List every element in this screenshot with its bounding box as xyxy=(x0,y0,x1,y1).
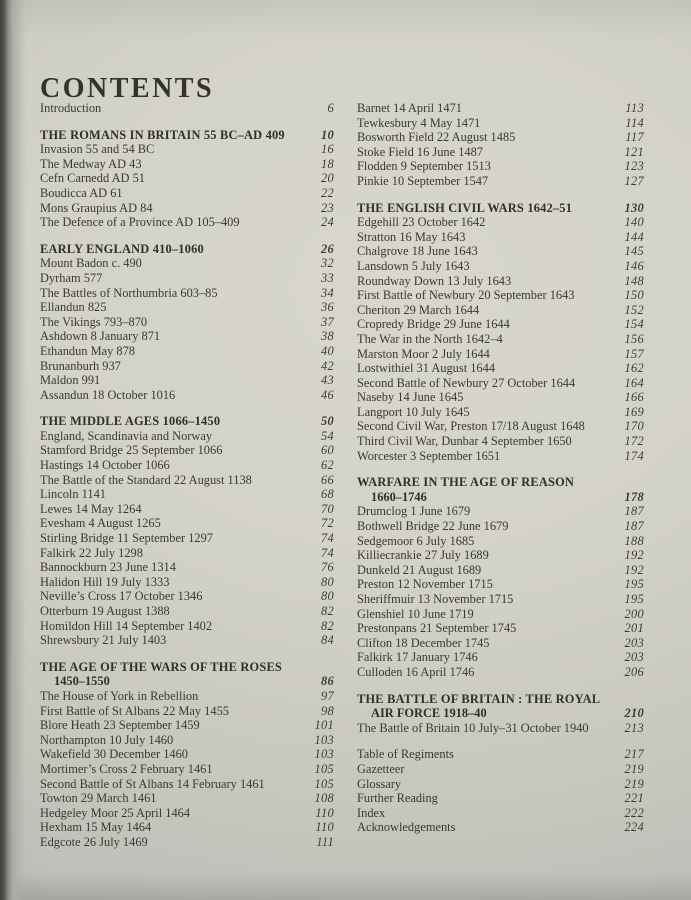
toc-entry xyxy=(40,458,334,473)
toc-entry-title: Further Reading xyxy=(357,791,438,806)
toc-entry-page-number: 22 xyxy=(321,185,334,200)
toc-entry-title: EARLY ENGLAND 410–1060 xyxy=(40,241,204,256)
toc-entry-page-number: 46 xyxy=(321,387,334,402)
toc-entry xyxy=(40,689,334,704)
page-title: CONTENTS xyxy=(40,72,215,104)
toc-entry-title: Mons Graupius AD 84 xyxy=(40,200,153,215)
toc-entry-title: Halidon Hill 19 July 1333 xyxy=(40,574,170,589)
toc-entry xyxy=(357,101,644,116)
toc-entry-page-number: 20 xyxy=(321,171,334,186)
toc-entry xyxy=(40,633,334,648)
toc-entry-title: Lostwithiel 31 August 1644 xyxy=(357,361,496,376)
toc-section-heading xyxy=(40,128,334,143)
toc-entry xyxy=(357,806,644,821)
toc-entry-page-number: 110 xyxy=(315,805,334,820)
toc-entry xyxy=(40,344,334,359)
toc-entry-title: The Defence of a Province AD 105–409 xyxy=(40,215,240,230)
toc-entry-title: The House of York in Rebellion xyxy=(40,688,199,703)
toc-entry-page-number: 113 xyxy=(625,101,644,115)
toc-entry-page-number: 23 xyxy=(321,200,334,215)
toc-entry-title: Dunkeld 21 August 1689 xyxy=(357,562,482,577)
toc-entry-title: Marston Moor 2 July 1644 xyxy=(357,346,490,361)
toc-entry-title: Second Civil War, Preston 17/18 August 1648 xyxy=(357,419,585,434)
toc-entry xyxy=(357,303,644,318)
toc-entry-title: England, Scandinavia and Norway xyxy=(40,428,213,443)
toc-entry xyxy=(40,733,334,748)
toc-entry-title: The Vikings 793–870 xyxy=(40,314,148,329)
toc-entry-title: The War in the North 1642–4 xyxy=(357,331,503,346)
toc-entry-title: Falkirk 17 January 1746 xyxy=(357,650,478,665)
toc-entry-page-number: 164 xyxy=(624,375,644,390)
toc-entry-title: Invasion 55 and 54 BC xyxy=(40,142,155,157)
toc-entry-title: Acknowledgements xyxy=(357,820,456,835)
toc-entry-title: Langport 10 July 1645 xyxy=(357,404,470,419)
toc-entry xyxy=(40,575,334,590)
toc-entry-title: Ashdown 8 January 871 xyxy=(40,329,161,344)
toc-entry xyxy=(357,288,644,303)
toc-entry-page-number: 123 xyxy=(624,159,644,174)
toc-entry-page-number: 169 xyxy=(624,404,644,419)
toc-entry xyxy=(40,747,334,762)
toc-entry xyxy=(357,215,644,230)
toc-entry xyxy=(357,534,644,549)
toc-entry-title: THE BATTLE OF BRITAIN : THE ROYAL xyxy=(357,691,601,706)
toc-section-heading-continuation xyxy=(357,706,644,721)
toc-entry xyxy=(357,259,644,274)
toc-section-heading xyxy=(357,201,644,216)
toc-entry-page-number: 16 xyxy=(321,142,334,157)
toc-entry xyxy=(357,449,644,464)
toc-entry-page-number: 222 xyxy=(624,805,644,820)
toc-entry xyxy=(40,560,334,575)
toc-entry-title: Shrewsbury 21 July 1403 xyxy=(40,633,167,648)
toc-entry-page-number: 166 xyxy=(624,390,644,405)
toc-entry xyxy=(40,388,334,403)
toc-entry-title: Stoke Field 16 June 1487 xyxy=(357,144,483,159)
toc-entry-title: Boudicca AD 61 xyxy=(40,185,123,200)
toc-entry-page-number: 108 xyxy=(314,791,334,806)
toc-entry-page-number: 150 xyxy=(624,288,644,303)
toc-entry-page-number: 174 xyxy=(624,448,644,463)
toc-entry xyxy=(40,171,334,186)
toc-entry-page-number: 192 xyxy=(624,562,644,577)
toc-entry xyxy=(40,531,334,546)
toc-entry-title: Bothwell Bridge 22 June 1679 xyxy=(357,519,509,534)
toc-entry-title: Sheriffmuir 13 November 1715 xyxy=(357,592,514,606)
toc-entry xyxy=(40,516,334,531)
toc-entry xyxy=(357,820,644,835)
toc-entry-title: Edgehill 23 October 1642 xyxy=(357,215,486,230)
toc-entry xyxy=(40,589,334,604)
toc-entry-page-number: 103 xyxy=(314,732,334,747)
toc-section-heading xyxy=(357,475,644,490)
toc-entry-page-number: 32 xyxy=(321,256,334,271)
toc-entry xyxy=(40,502,334,517)
toc-entry-title: Cropredy Bridge 29 June 1644 xyxy=(357,317,510,332)
toc-entry-page-number: 80 xyxy=(321,574,334,589)
toc-entry xyxy=(357,747,644,762)
toc-entry-title: Glenshiel 10 June 1719 xyxy=(357,606,474,621)
toc-entry-page-number: 34 xyxy=(321,285,334,300)
toc-entry-page-number: 195 xyxy=(624,577,644,592)
toc-entry xyxy=(40,300,334,315)
toc-entry-page-number: 210 xyxy=(624,706,644,721)
toc-entry-page-number: 203 xyxy=(624,635,644,650)
toc-entry-page-number: 145 xyxy=(624,244,644,259)
toc-entry-title: The Battle of Britain 10 July–31 October 1940 xyxy=(357,720,589,735)
page-bottom-shading xyxy=(0,872,691,900)
toc-gap xyxy=(40,648,334,660)
toc-entry-page-number: 172 xyxy=(624,434,644,449)
toc-entry-title: Blore Heath 23 September 1459 xyxy=(40,718,200,733)
toc-entry-title: Table of Regiments xyxy=(357,747,454,762)
toc-entry xyxy=(357,665,644,680)
toc-entry-title: Hastings 14 October 1066 xyxy=(40,458,170,473)
toc-entry-page-number: 148 xyxy=(624,273,644,288)
toc-entry xyxy=(40,546,334,561)
toc-entry xyxy=(357,159,644,174)
toc-entry xyxy=(40,762,334,777)
toc-entry xyxy=(40,286,334,301)
toc-entry-title: Hedgeley Moor 25 April 1464 xyxy=(40,805,191,820)
toc-gap xyxy=(40,116,334,128)
toc-entry-title: Barnet 14 April 1471 xyxy=(357,101,462,115)
toc-entry xyxy=(357,419,644,434)
toc-entry-title: Second Battle of St Albans 14 February 1461 xyxy=(40,776,265,791)
toc-entry-title: Naseby 14 June 1645 xyxy=(357,390,464,405)
toc-entry-page-number: 157 xyxy=(624,346,644,361)
toc-entry-title: Cheriton 29 March 1644 xyxy=(357,302,480,317)
toc-entry xyxy=(357,592,644,607)
toc-entry-page-number: 101 xyxy=(314,718,334,733)
toc-entry-title: Ethandun May 878 xyxy=(40,343,135,358)
toc-entry-title: Stirling Bridge 11 September 1297 xyxy=(40,531,213,546)
toc-entry-page-number: 130 xyxy=(624,200,644,215)
toc-entry-title: Introduction xyxy=(40,101,102,115)
toc-entry-page-number: 37 xyxy=(321,314,334,329)
toc-entry xyxy=(357,145,644,160)
toc-entry xyxy=(357,721,644,736)
toc-entry-title: THE AGE OF THE WARS OF THE ROSES xyxy=(40,659,283,674)
toc-entry xyxy=(40,329,334,344)
toc-entry-page-number: 178 xyxy=(624,489,644,504)
toc-entry xyxy=(40,201,334,216)
toc-entry-title: The Battle of the Standard 22 August 1138 xyxy=(40,472,252,487)
toc-entry-page-number: 70 xyxy=(321,501,334,516)
toc-entry-page-number: 38 xyxy=(321,329,334,344)
toc-section-heading xyxy=(40,414,334,429)
toc-entry-title: AIR FORCE 1918–40 xyxy=(371,706,487,721)
toc-gap xyxy=(357,735,644,747)
toc-entry-page-number: 84 xyxy=(321,633,334,648)
toc-entry xyxy=(40,215,334,230)
toc-entry xyxy=(357,116,644,131)
toc-entry-page-number: 66 xyxy=(321,472,334,487)
toc-entry-title: THE ROMANS IN BRITAIN 55 BC–AD 409 xyxy=(40,127,285,142)
toc-entry xyxy=(357,390,644,405)
toc-entry-page-number: 200 xyxy=(624,606,644,621)
toc-entry-page-number: 114 xyxy=(625,115,644,130)
toc-entry xyxy=(40,271,334,286)
toc-entry-page-number: 26 xyxy=(321,241,334,256)
toc-entry-title: Otterburn 19 August 1388 xyxy=(40,604,170,618)
toc-entry-title: Roundway Down 13 July 1643 xyxy=(357,273,512,288)
toc-entry-page-number: 217 xyxy=(624,747,644,762)
toc-entry xyxy=(357,791,644,806)
toc-entry-page-number: 213 xyxy=(624,720,644,735)
toc-entry-page-number: 146 xyxy=(624,258,644,273)
toc-entry xyxy=(357,434,644,449)
toc-entry-page-number: 6 xyxy=(327,101,334,115)
toc-entry xyxy=(357,504,644,519)
toc-entry-page-number: 72 xyxy=(321,516,334,531)
toc-entry-page-number: 50 xyxy=(321,414,334,429)
toc-entry-title: Mount Badon c. 490 xyxy=(40,256,142,271)
toc-entry-title: Dyrham 577 xyxy=(40,270,103,285)
toc-section-heading xyxy=(40,660,334,675)
toc-entry-title: Glossary xyxy=(357,776,402,791)
toc-entry xyxy=(357,244,644,259)
toc-entry-page-number: 111 xyxy=(316,834,334,849)
toc-entry xyxy=(357,636,644,651)
toc-entry-title: Edgcote 26 July 1469 xyxy=(40,834,148,849)
toc-entry-page-number: 144 xyxy=(624,229,644,244)
toc-entry-title: Sedgemoor 6 July 1685 xyxy=(357,533,475,548)
toc-entry-page-number: 127 xyxy=(624,173,644,188)
toc-entry xyxy=(357,577,644,592)
toc-entry-page-number: 74 xyxy=(321,545,334,560)
toc-gap xyxy=(40,402,334,414)
toc-entry-title: Chalgrove 18 June 1643 xyxy=(357,244,478,259)
toc-entry-page-number: 140 xyxy=(624,215,644,230)
toc-entry-page-number: 201 xyxy=(624,621,644,636)
toc-entry-page-number: 152 xyxy=(624,302,644,317)
toc-entry-page-number: 42 xyxy=(321,358,334,373)
toc-entry-title: Falkirk 22 July 1298 xyxy=(40,545,143,560)
toc-entry xyxy=(40,473,334,488)
toc-entry xyxy=(40,315,334,330)
toc-entry-title: 1450–1550 xyxy=(54,674,110,689)
toc-entry-title: Drumclog 1 June 1679 xyxy=(357,504,471,519)
toc-entry xyxy=(40,806,334,821)
toc-entry-page-number: 68 xyxy=(321,487,334,502)
toc-entry-page-number: 110 xyxy=(315,820,334,835)
toc-entry-page-number: 36 xyxy=(321,300,334,315)
toc-entry-page-number: 206 xyxy=(624,664,644,679)
toc-entry xyxy=(40,101,334,116)
toc-entry-page-number: 105 xyxy=(314,776,334,791)
toc-entry xyxy=(357,405,644,420)
toc-entry-title: Evesham 4 August 1265 xyxy=(40,516,161,531)
toc-entry-title: Ellandun 825 xyxy=(40,300,107,315)
toc-entry xyxy=(357,361,644,376)
page-top-shading xyxy=(0,0,691,40)
toc-entry-title: Assandun 18 October 1016 xyxy=(40,387,176,402)
toc-entry xyxy=(40,487,334,502)
toc-entry-page-number: 24 xyxy=(321,215,334,230)
toc-entry-title: First Battle of St Albans 22 May 1455 xyxy=(40,703,229,718)
toc-entry-title: The Battles of Northumbria 603–85 xyxy=(40,285,218,300)
toc-entry-title: Prestonpans 21 September 1745 xyxy=(357,621,517,636)
toc-entry-page-number: 195 xyxy=(624,592,644,606)
toc-entry-page-number: 156 xyxy=(624,331,644,346)
toc-entry xyxy=(357,376,644,391)
toc-entry-title: First Battle of Newbury 20 September 1643 xyxy=(357,288,575,303)
toc-gap xyxy=(357,680,644,692)
toc-entry xyxy=(40,604,334,619)
toc-entry xyxy=(357,332,644,347)
toc-entry-title: Hexham 15 May 1464 xyxy=(40,820,152,835)
toc-entry-page-number: 74 xyxy=(321,531,334,546)
toc-entry xyxy=(40,157,334,172)
toc-entry-page-number: 188 xyxy=(624,533,644,548)
toc-entry-title: Cefn Carnedd AD 51 xyxy=(40,171,145,186)
toc-entry-page-number: 54 xyxy=(321,428,334,443)
toc-gap xyxy=(40,230,334,242)
toc-entry-page-number: 18 xyxy=(321,156,334,171)
toc-entry-title: Stratton 16 May 1643 xyxy=(357,229,466,244)
toc-entry-title: Neville’s Cross 17 October 1346 xyxy=(40,589,203,604)
toc-entry-page-number: 80 xyxy=(321,589,334,604)
toc-entry-page-number: 82 xyxy=(321,618,334,633)
toc-entry-title: WARFARE IN THE AGE OF REASON xyxy=(357,475,575,490)
toc-entry-page-number: 121 xyxy=(624,144,644,159)
toc-entry xyxy=(40,619,334,634)
toc-entry-title: Lincoln 1141 xyxy=(40,487,106,502)
toc-entry xyxy=(357,519,644,534)
toc-section-heading-continuation xyxy=(357,490,644,505)
toc-entry xyxy=(40,429,334,444)
toc-entry-page-number: 76 xyxy=(321,560,334,575)
toc-entry-page-number: 162 xyxy=(624,361,644,376)
toc-entry-page-number: 219 xyxy=(624,776,644,791)
toc-entry-page-number: 192 xyxy=(624,548,644,563)
toc-entry xyxy=(40,791,334,806)
toc-entry-page-number: 40 xyxy=(321,343,334,358)
book-gutter-edge xyxy=(0,0,26,900)
toc-entry xyxy=(40,835,334,850)
toc-entry-title: Lansdown 5 July 1643 xyxy=(357,258,470,273)
toc-entry-title: THE ENGLISH CIVIL WARS 1642–51 xyxy=(357,200,573,215)
toc-entry-title: Maldon 991 xyxy=(40,373,101,388)
toc-entry xyxy=(357,230,644,245)
toc-entry-title: Mortimer’s Cross 2 February 1461 xyxy=(40,761,213,776)
toc-entry-page-number: 221 xyxy=(624,791,644,806)
toc-entry-title: Wakefield 30 December 1460 xyxy=(40,747,188,762)
toc-entry-page-number: 97 xyxy=(321,688,334,703)
toc-entry xyxy=(40,359,334,374)
toc-entry-page-number: 10 xyxy=(321,127,334,142)
toc-entry-page-number: 105 xyxy=(314,761,334,776)
toc-entry-title: Killiecrankie 27 July 1689 xyxy=(357,548,489,563)
toc-entry-title: Flodden 9 September 1513 xyxy=(357,159,491,174)
toc-entry-title: Gazetteer xyxy=(357,761,405,776)
toc-entry xyxy=(357,650,644,665)
toc-entry-title: Clifton 18 December 1745 xyxy=(357,635,490,650)
toc-entry-page-number: 224 xyxy=(624,820,644,835)
toc-column-left xyxy=(40,101,334,850)
toc-entry xyxy=(357,174,644,189)
toc-entry-title: THE MIDDLE AGES 1066–1450 xyxy=(40,414,221,429)
toc-column-right xyxy=(357,101,644,835)
toc-gap xyxy=(357,463,644,475)
toc-entry-page-number: 98 xyxy=(321,703,334,718)
toc-entry-title: Tewkesbury 4 May 1471 xyxy=(357,115,481,130)
toc-entry-page-number: 154 xyxy=(624,317,644,332)
toc-entry xyxy=(357,548,644,563)
toc-entry-title: Homildon Hill 14 September 1402 xyxy=(40,618,213,633)
toc-entry-title: Worcester 3 September 1651 xyxy=(357,448,501,463)
toc-entry xyxy=(357,777,644,792)
toc-entry-page-number: 187 xyxy=(624,504,644,519)
toc-entry-title: 1660–1746 xyxy=(371,489,427,504)
toc-entry-title: Northampton 10 July 1460 xyxy=(40,732,174,747)
toc-entry-page-number: 203 xyxy=(624,650,644,665)
toc-section-heading xyxy=(357,692,644,707)
toc-entry-page-number: 170 xyxy=(624,419,644,434)
toc-entry xyxy=(357,130,644,145)
toc-entry-page-number: 60 xyxy=(321,443,334,458)
toc-entry-page-number: 82 xyxy=(321,604,334,618)
toc-entry-page-number: 86 xyxy=(321,674,334,689)
toc-entry-title: Bosworth Field 22 August 1485 xyxy=(357,130,516,145)
toc-entry xyxy=(40,256,334,271)
toc-entry xyxy=(40,186,334,201)
toc-entry-title: Third Civil War, Dunbar 4 September 1650 xyxy=(357,434,572,449)
toc-entry-title: Towton 29 March 1461 xyxy=(40,791,157,806)
toc-entry-page-number: 33 xyxy=(321,270,334,285)
toc-entry xyxy=(40,820,334,835)
toc-entry xyxy=(357,607,644,622)
toc-entry-title: Brunanburh 937 xyxy=(40,358,121,373)
toc-entry-page-number: 103 xyxy=(314,747,334,762)
toc-entry xyxy=(40,704,334,719)
toc-entry-title: The Medway AD 43 xyxy=(40,156,142,171)
toc-entry-title: Lewes 14 May 1264 xyxy=(40,501,142,516)
toc-entry-title: Pinkie 10 September 1547 xyxy=(357,173,489,188)
toc-entry xyxy=(40,373,334,388)
toc-entry xyxy=(357,317,644,332)
toc-entry-title: Culloden 16 April 1746 xyxy=(357,664,475,679)
toc-entry xyxy=(357,274,644,289)
toc-entry-page-number: 187 xyxy=(624,519,644,534)
toc-entry xyxy=(357,347,644,362)
toc-entry-title: Index xyxy=(357,805,386,820)
toc-entry-page-number: 219 xyxy=(624,761,644,776)
toc-gap xyxy=(357,189,644,201)
toc-entry xyxy=(40,443,334,458)
toc-entry-title: Preston 12 November 1715 xyxy=(357,577,493,592)
toc-section-heading xyxy=(40,242,334,257)
toc-entry-page-number: 43 xyxy=(321,373,334,388)
toc-entry xyxy=(40,718,334,733)
toc-entry xyxy=(357,621,644,636)
toc-section-heading-continuation xyxy=(40,674,334,689)
toc-entry-title: Bannockburn 23 June 1314 xyxy=(40,560,176,575)
toc-entry xyxy=(357,563,644,578)
toc-entry-title: Stamford Bridge 25 September 1066 xyxy=(40,443,223,458)
toc-entry-page-number: 62 xyxy=(321,458,334,473)
toc-entry-page-number: 117 xyxy=(625,130,644,145)
toc-entry xyxy=(40,142,334,157)
toc-entry-title: Second Battle of Newbury 27 October 1644 xyxy=(357,375,576,390)
toc-entry xyxy=(40,777,334,792)
toc-entry xyxy=(357,762,644,777)
